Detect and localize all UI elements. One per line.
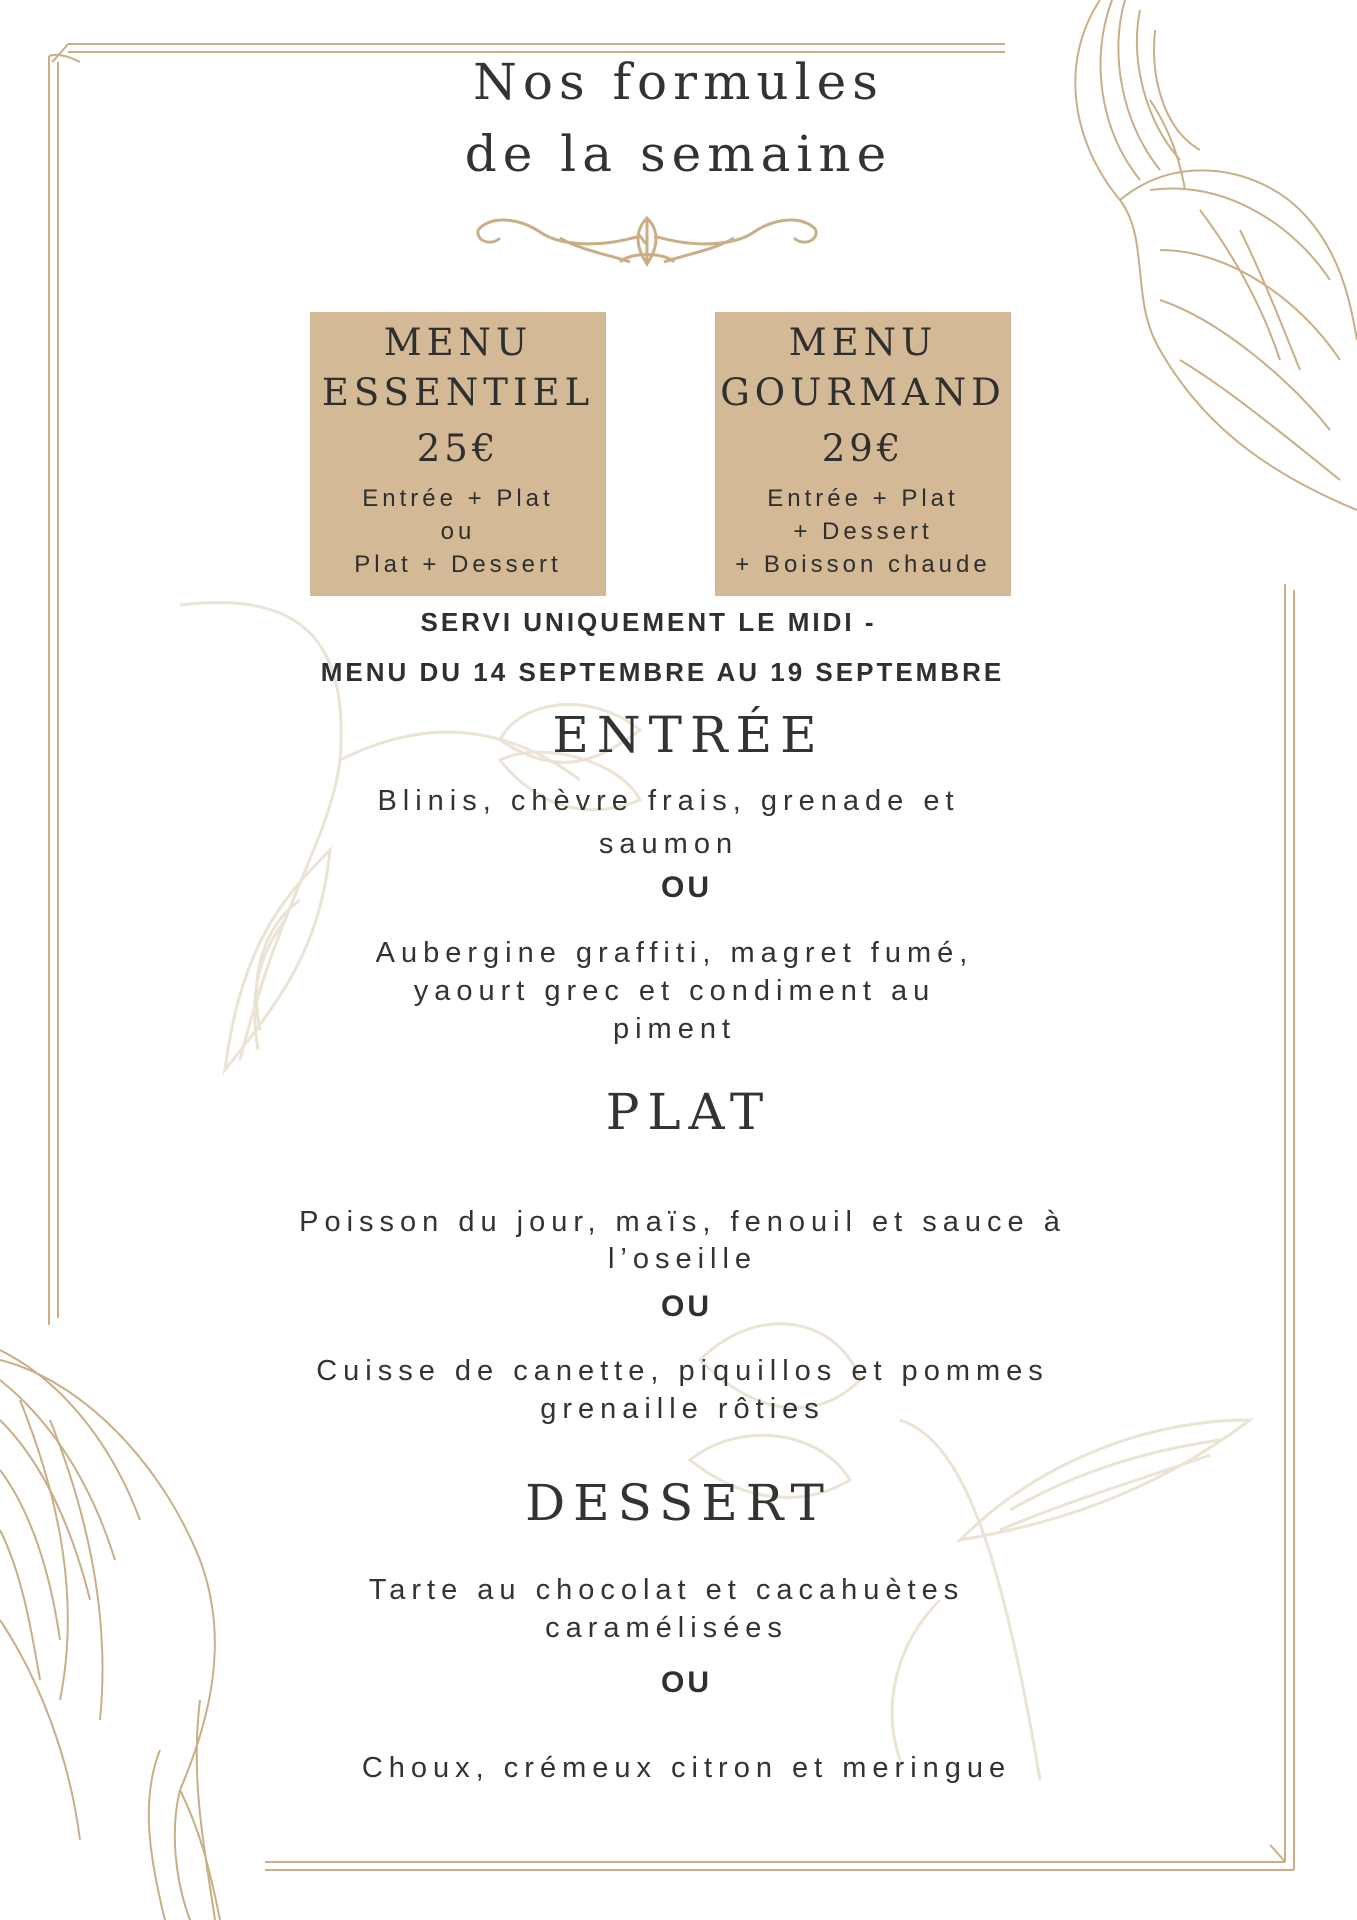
- menu-name-line-1: MENU: [383, 321, 533, 364]
- plat-dish-2-line-1: Cuisse de canette, piquillos et pommes: [316, 1355, 1049, 1387]
- menu-desc-line-1: Entrée + Plat: [362, 485, 554, 512]
- menu-desc-line-3: Plat + Dessert: [354, 551, 562, 578]
- menu-name-line-2: ESSENTIEL: [321, 371, 595, 414]
- entree-or-label: OU: [661, 871, 712, 904]
- ornament-divider-icon: [478, 218, 816, 264]
- entree-dish-2-line-2: yaourt grec et condiment au: [413, 975, 936, 1007]
- entree-dish-1-line-2: saumon: [598, 828, 739, 860]
- menu-price: 29€: [821, 427, 905, 470]
- entree-dish-1-line-1: Blinis, chèvre frais, grenade et: [377, 785, 960, 817]
- section-title-plat: PLAT: [605, 1083, 772, 1141]
- entree-dish-2-line-1: Aubergine graffiti, magret fumé,: [375, 937, 974, 969]
- title-line-2: de la semaine: [464, 125, 893, 183]
- section-title-entree: ENTRÉE: [552, 706, 825, 764]
- menu-card-essentiel: [310, 312, 606, 596]
- plat-or-label: OU: [661, 1290, 712, 1323]
- menu-name-line-1: MENU: [788, 321, 938, 364]
- notice-line-1: SERVI UNIQUEMENT LE MIDI -: [420, 607, 877, 637]
- menu-name-line-2: GOURMAND: [720, 371, 1006, 414]
- entree-dish-2-line-3: piment: [612, 1013, 737, 1045]
- page-title: [0, 48, 1357, 192]
- menu-price: 25€: [416, 427, 500, 470]
- notice-line-2: MENU DU 14 SEPTEMBRE AU 19 SEPTEMBRE: [320, 657, 1005, 687]
- dessert-dish-1-line-2: caramélisées: [545, 1612, 788, 1644]
- menu-desc-line-1: Entrée + Plat: [767, 485, 959, 512]
- title-line-1: Nos formules: [473, 53, 884, 111]
- menu-desc-line-3: + Boisson chaude: [735, 551, 991, 578]
- plat-dish-1-line-2: l’oseille: [607, 1243, 758, 1275]
- dessert-dish-1-line-1: Tarte au chocolat et cacahuètes: [368, 1574, 965, 1606]
- menu-card-gourmand: [715, 312, 1011, 596]
- section-title-dessert: DESSERT: [525, 1474, 832, 1532]
- plat-dish-2-line-2: grenaille rôties: [540, 1393, 825, 1425]
- menu-desc-line-2: ou: [440, 518, 476, 545]
- plat-dish-1-line-1: Poisson du jour, maïs, fenouil et sauce à: [299, 1206, 1066, 1238]
- dessert-dish-2-line-1: Choux, crémeux citron et meringue: [361, 1752, 1012, 1784]
- dessert-or-label: OU: [661, 1666, 712, 1699]
- menu-desc-line-2: + Dessert: [793, 518, 933, 545]
